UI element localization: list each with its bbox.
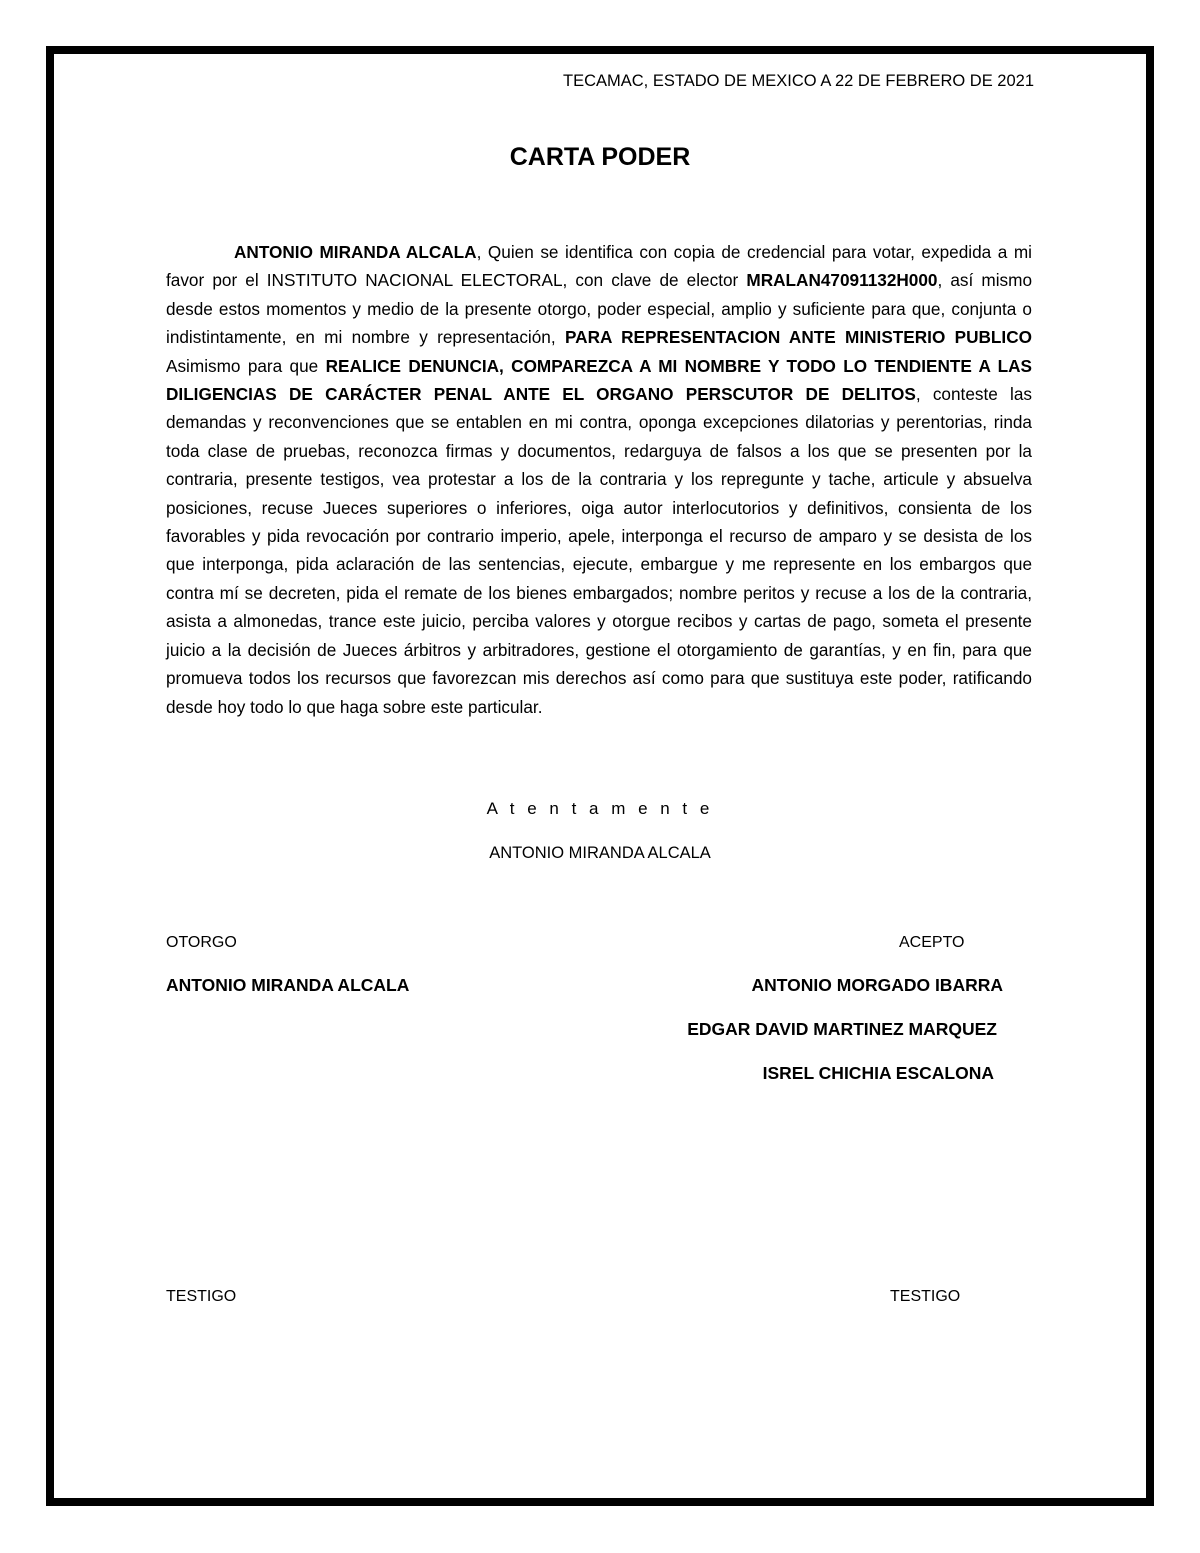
body-segment: , conteste las demandas y reconvenciones que se entablen en mi contra, oponga excepciones dilatorias y perentorias, rinda toda clase de pruebas, reconozca firmas y documentos, redarguya de falsos a los que se presenten por la contraria, presente testigos, vea protestar a los de la contraria y los repregunte y tache, articule y absuelva posiciones, recuse Jueces superiores o inferiores, oiga autor interlocutorios y definitivos, consienta de los favorables y pida revocación por contrario imperio, apele, interponga el recurso de amparo y se desista de los que interponga, pida aclaración de las sentencias, ejecute, embargue y me represente en los embargos que contra mí se decreten, pida el remate de los bienes embargados; nombre peritos y recuse a los de la contraria, asista a almonedas, trance este juicio, perciba valores y otorgue recibos y cartas de pago, someta el presente juicio a la decisión de Jueces árbitros y arbitradores, gestione el otorgamiento de garantías, y en fin, para que promueva todos los recursos que favorezcan mis derechos así como para que sustituya este poder, ratificando desde hoy todo lo que haga sobre este particular. [166, 384, 1032, 717]
representation-clause: PARA REPRESENTACION ANTE MINISTERIO PUBLICO [564, 327, 1032, 348]
body-segment: , así mismo desde estos momentos y medio de la presente otorgo, poder especial, amplio y suficiente para que, conjunta o indistintamente, en mi nombre y representación, [166, 270, 1033, 348]
otorgo-name: ANTONIO MIRANDA ALCALA [166, 975, 410, 995]
acepto-name: ANTONIO MORGADO IBARRA [751, 975, 1003, 995]
body-paragraph-text [166, 238, 1032, 721]
document-title: CARTA PODER [509, 143, 691, 171]
acepto-label: ACEPTO [899, 934, 965, 951]
closing-atentamente: A t e n t a m e n t e [486, 799, 714, 818]
closing-signer: ANTONIO MIRANDA ALCALA [489, 844, 711, 862]
acepto-name: ISREL CHICHIA ESCALONA [762, 1063, 994, 1083]
body-segment: Asimismo para que [166, 355, 326, 376]
body-paragraph [166, 238, 1032, 721]
acepto-name: EDGAR DAVID MARTINEZ MARQUEZ [687, 1019, 997, 1039]
elector-key: MRALAN47091132H000 [746, 270, 938, 291]
denuncia-clause: REALICE DENUNCIA, COMPAREZCA A MI NOMBRE Y TODO LO TENDIENTE A LAS DILIGENCIAS DE CARÁCTER PENAL ANTE EL ORGANO PERSCUTOR DE DELITOS [166, 355, 1032, 405]
testigo-right-label: TESTIGO [890, 1288, 961, 1305]
testigo-left-label: TESTIGO [166, 1288, 237, 1305]
grantor-name: ANTONIO MIRANDA ALCALA [234, 242, 477, 262]
place-date: TECAMAC, ESTADO DE MEXICO A 22 DE FEBRERO DE 2021 [563, 72, 1034, 90]
otorgo-label: OTORGO [166, 934, 237, 951]
body-segment: , Quien se identifica con copia de credencial para votar, expedida a mi favor por el INSTITUTO NACIONAL ELECTORAL, con clave de elector [166, 242, 1033, 291]
